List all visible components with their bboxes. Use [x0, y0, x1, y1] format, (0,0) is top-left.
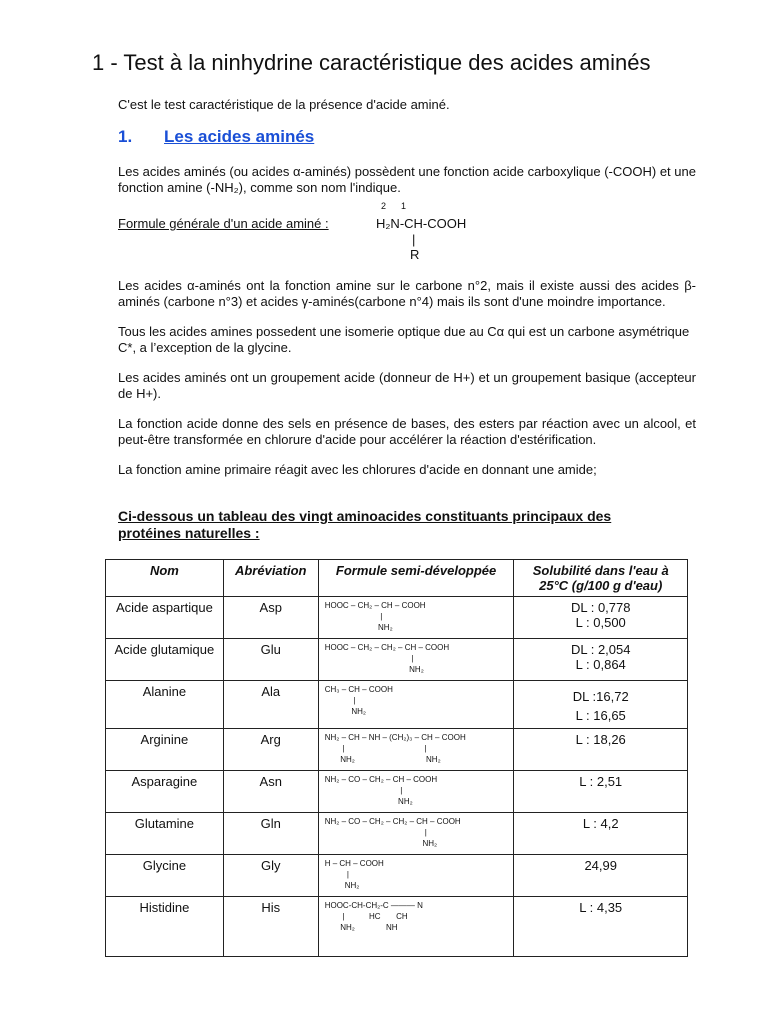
cell-solubility: [514, 813, 688, 855]
header-formula: Formule semi-développée: [318, 560, 514, 597]
formula-line: HOOC – CH₂ – CH – COOH: [324, 601, 426, 610]
cell-name: Asparagine: [106, 771, 224, 813]
table-row: [106, 729, 688, 771]
table-title: Ci-dessous un tableau des vingt aminoacides constituants principaux des protéines naturelles :: [118, 508, 612, 541]
cell-solubility: [514, 681, 688, 729]
formula-line: HOOC-CH-CH₂-C ——— N: [324, 901, 423, 910]
cell-solubility: [514, 729, 688, 771]
cell-solubility: [514, 639, 688, 681]
formula-line: NH₂: [324, 707, 367, 716]
general-formula: H₂N-CH-COOH: [376, 216, 467, 231]
cell-solubility: [514, 897, 688, 957]
paragraph-isomerie: Tous les acides amines possedent une isomerie optique due au Cα qui est un carbone asymétrique C*, a l’exception de la glycine.: [118, 324, 690, 355]
section-number: 1.: [118, 127, 133, 146]
paragraph-acid-function: La fonction acide donne des sels en présence de bases, des esters par réaction avec un alcool, et peut-être transformée en chlorure d'acide pour accélérer la réaction d'estérification.: [118, 416, 696, 447]
formula-line: NH₂ NH₂: [324, 755, 441, 764]
header-solubility: Solubilité dans l'eau à 25°C (g/100 g d'eau): [514, 560, 688, 597]
formula-line: |: [324, 654, 414, 663]
formula-line: HOOC – CH₂ – CH₂ – CH – COOH: [324, 643, 450, 652]
cell-abbr: Arg: [223, 729, 318, 771]
formula-line: NH₂: [324, 665, 424, 674]
cell-abbr: His: [223, 897, 318, 957]
formula-label: Formule générale d'un acide aminé :: [118, 216, 329, 231]
cell-name: Histidine: [106, 897, 224, 957]
formula-line: H – CH – COOH: [324, 859, 384, 868]
cell-solubility: [514, 771, 688, 813]
formula-line: | |: [324, 744, 427, 753]
table-header-row: [106, 560, 688, 597]
cell-abbr: Asn: [223, 771, 318, 813]
cell-formula: [318, 639, 514, 681]
formula-line: NH₂ – CH – NH – (CH₂)₃ – CH – COOH: [324, 733, 466, 742]
cell-solubility: [514, 597, 688, 639]
table-row: [106, 897, 688, 957]
cell-name: Acide glutamique: [106, 639, 224, 681]
amino-acid-table: [105, 559, 688, 957]
cell-name: Arginine: [106, 729, 224, 771]
formula-line: NH₂ NH: [324, 923, 398, 932]
solubility-value: L : 4,35: [579, 900, 623, 915]
cell-abbr: Ala: [223, 681, 318, 729]
formula-line: NH₂: [324, 623, 393, 632]
formula-line: NH₂ – CO – CH₂ – CH₂ – CH – COOH: [324, 817, 461, 826]
table-row: [106, 597, 688, 639]
formula-line: NH₂: [324, 797, 413, 806]
section-label: Les acides aminés: [164, 127, 315, 146]
section-heading: [118, 127, 314, 147]
table-row: [106, 813, 688, 855]
paragraph-definition: Les acides aminés (ou acides α-aminés) possèdent une fonction acide carboxylique (-COOH) et une fonction amine (-NH₂), comme son nom l'indique.: [118, 164, 696, 195]
formula-line: |: [324, 696, 356, 705]
paragraph-groups: Les acides aminés ont un groupement acide (donneur de H+) et un groupement basique (accepteur de H+).: [118, 370, 696, 401]
formula-line: NH₂ – CO – CH₂ – CH – COOH: [324, 775, 438, 784]
table-row: [106, 855, 688, 897]
formula-line: |: [324, 612, 383, 621]
formula-line: |: [324, 828, 427, 837]
cell-name: Alanine: [106, 681, 224, 729]
page-title: 1 - Test à la ninhydrine caractéristique des acides aminés: [92, 50, 651, 75]
intro-text: C'est le test caractéristique de la présence d'acide aminé.: [118, 97, 450, 112]
cell-formula: [318, 771, 514, 813]
cell-abbr: Gly: [223, 855, 318, 897]
solubility-value: L : 0,864: [575, 657, 626, 672]
cell-name: Glutamine: [106, 813, 224, 855]
formula-line: | HC CH: [324, 912, 408, 921]
solubility-value: L : 2,51: [579, 774, 623, 789]
cell-abbr: Gln: [223, 813, 318, 855]
header-name: Nom: [106, 560, 224, 597]
table-row: [106, 771, 688, 813]
cell-name: Glycine: [106, 855, 224, 897]
formula-line: CH₃ – CH – COOH: [324, 685, 393, 694]
solubility-value: DL : 2,054: [570, 642, 631, 657]
solubility-value: L : 18,26: [575, 732, 626, 747]
solubility-value: L : 0,500: [575, 615, 626, 630]
formula-line: |: [324, 786, 403, 795]
cell-formula: [318, 897, 514, 957]
paragraph-amine-function: La fonction amine primaire réagit avec les chlorures d'acide en donnant une amide;: [118, 462, 597, 477]
cell-abbr: Asp: [223, 597, 318, 639]
cell-abbr: Glu: [223, 639, 318, 681]
solubility-value: 24,99: [584, 858, 617, 873]
cell-formula: [318, 855, 514, 897]
formula-bond: |: [412, 232, 416, 247]
solubility-value: DL :16,72: [572, 689, 629, 704]
formula-r-group: R: [410, 247, 420, 262]
solubility-value: L : 16,65: [575, 708, 626, 723]
formula-line: NH₂: [324, 881, 360, 890]
cell-name: Acide aspartique: [106, 597, 224, 639]
cell-formula: [318, 729, 514, 771]
formula-line: NH₂: [324, 839, 438, 848]
solubility-value: L : 4,2: [582, 816, 619, 831]
carbon-numbers: 2 1: [381, 201, 407, 211]
solubility-value: DL : 0,778: [570, 600, 631, 615]
cell-solubility: [514, 855, 688, 897]
formula-line: |: [324, 870, 349, 879]
cell-formula: [318, 813, 514, 855]
header-abbreviation: Abréviation: [223, 560, 318, 597]
table-row: [106, 681, 688, 729]
table-row: [106, 639, 688, 681]
cell-formula: [318, 597, 514, 639]
paragraph-alpha-beta-gamma: Les acides α-aminés ont la fonction amine sur le carbone n°2, mais il existe aussi des acides β-aminés (carbone n°3) et acides γ-aminés(carbone n°4) mais ils sont d'une moindre importance.: [118, 278, 696, 309]
cell-formula: [318, 681, 514, 729]
